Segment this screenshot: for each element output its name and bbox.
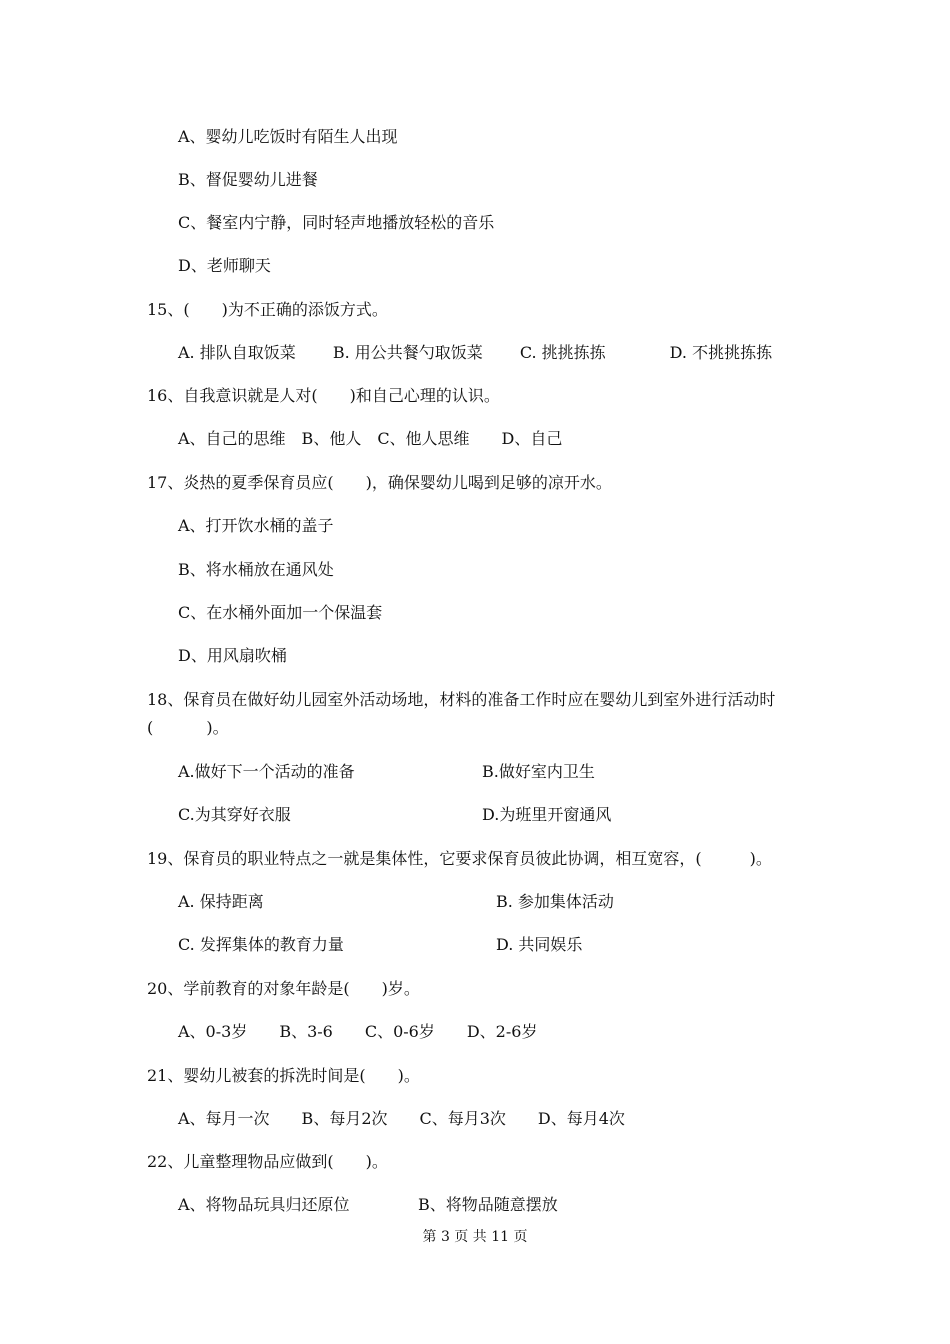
q17-option-a: A、打开饮水桶的盖子 <box>178 516 334 535</box>
q14-option-d: D、老师聊天 <box>178 256 271 275</box>
q17-option-c: C、在水桶外面加一个保温套 <box>178 603 383 622</box>
q22-option-b: B、将物品随意摆放 <box>418 1195 558 1214</box>
page-footer: 第 3 页 共 11 页 <box>422 1229 528 1245</box>
q19-option-b: B. 参加集体活动 <box>496 892 614 911</box>
q17-option-d: D、用风扇吹桶 <box>178 646 287 665</box>
q20-question: 20、学前教育的对象年龄是( )岁。 <box>147 979 420 998</box>
q18-question-cont: ( )。 <box>147 718 229 737</box>
q16-options: A、自己的思维 B、他人 C、他人思维 D、自己 <box>178 429 563 448</box>
q14-option-b: B、督促婴幼儿进餐 <box>178 170 318 189</box>
q14-option-c: C、餐室内宁静，同时轻声地播放轻松的音乐 <box>178 213 495 232</box>
q15-question: 15、( )为不正确的添饭方式。 <box>147 300 388 319</box>
q22-option-a: A、将物品玩具归还原位 <box>178 1195 350 1214</box>
q20-options: A、0-3岁 B、3-6 C、0-6岁 D、2-6岁 <box>178 1022 538 1041</box>
q21-options: A、每月一次 B、每月2次 C、每月3次 D、每月4次 <box>178 1109 625 1128</box>
q18-option-a: A.做好下一个活动的准备 <box>178 762 355 781</box>
q19-option-c: C. 发挥集体的教育力量 <box>178 935 344 954</box>
q19-question: 19、保育员的职业特点之一就是集体性，它要求保育员彼此协调，相互宽容，( )。 <box>147 849 772 868</box>
q19-option-d: D. 共同娱乐 <box>496 935 583 954</box>
q22-question: 22、儿童整理物品应做到( )。 <box>147 1152 388 1171</box>
q18-question: 18、保育员在做好幼儿园室外活动场地，材料的准备工作时应在婴幼儿到室外进行活动时 <box>147 690 776 709</box>
q14-option-a: A、婴幼儿吃饭时有陌生人出现 <box>178 127 398 146</box>
q16-question: 16、自我意识就是人对( )和自己心理的认识。 <box>147 386 500 405</box>
q15-options: A. 排队自取饭菜 B. 用公共餐勺取饭菜 C. 挑挑拣拣 D. 不挑挑拣拣 <box>178 343 773 362</box>
q17-option-b: B、将水桶放在通风处 <box>178 560 334 579</box>
q17-question: 17、炎热的夏季保育员应( )，确保婴幼儿喝到足够的凉开水。 <box>147 473 612 492</box>
q19-option-a: A. 保持距离 <box>178 892 264 911</box>
q18-option-c: C.为其穿好衣服 <box>178 805 291 824</box>
q18-option-b: B.做好室内卫生 <box>482 762 595 781</box>
q18-option-d: D.为班里开窗通风 <box>482 805 612 824</box>
q21-question: 21、婴幼儿被套的拆洗时间是( )。 <box>147 1066 420 1085</box>
